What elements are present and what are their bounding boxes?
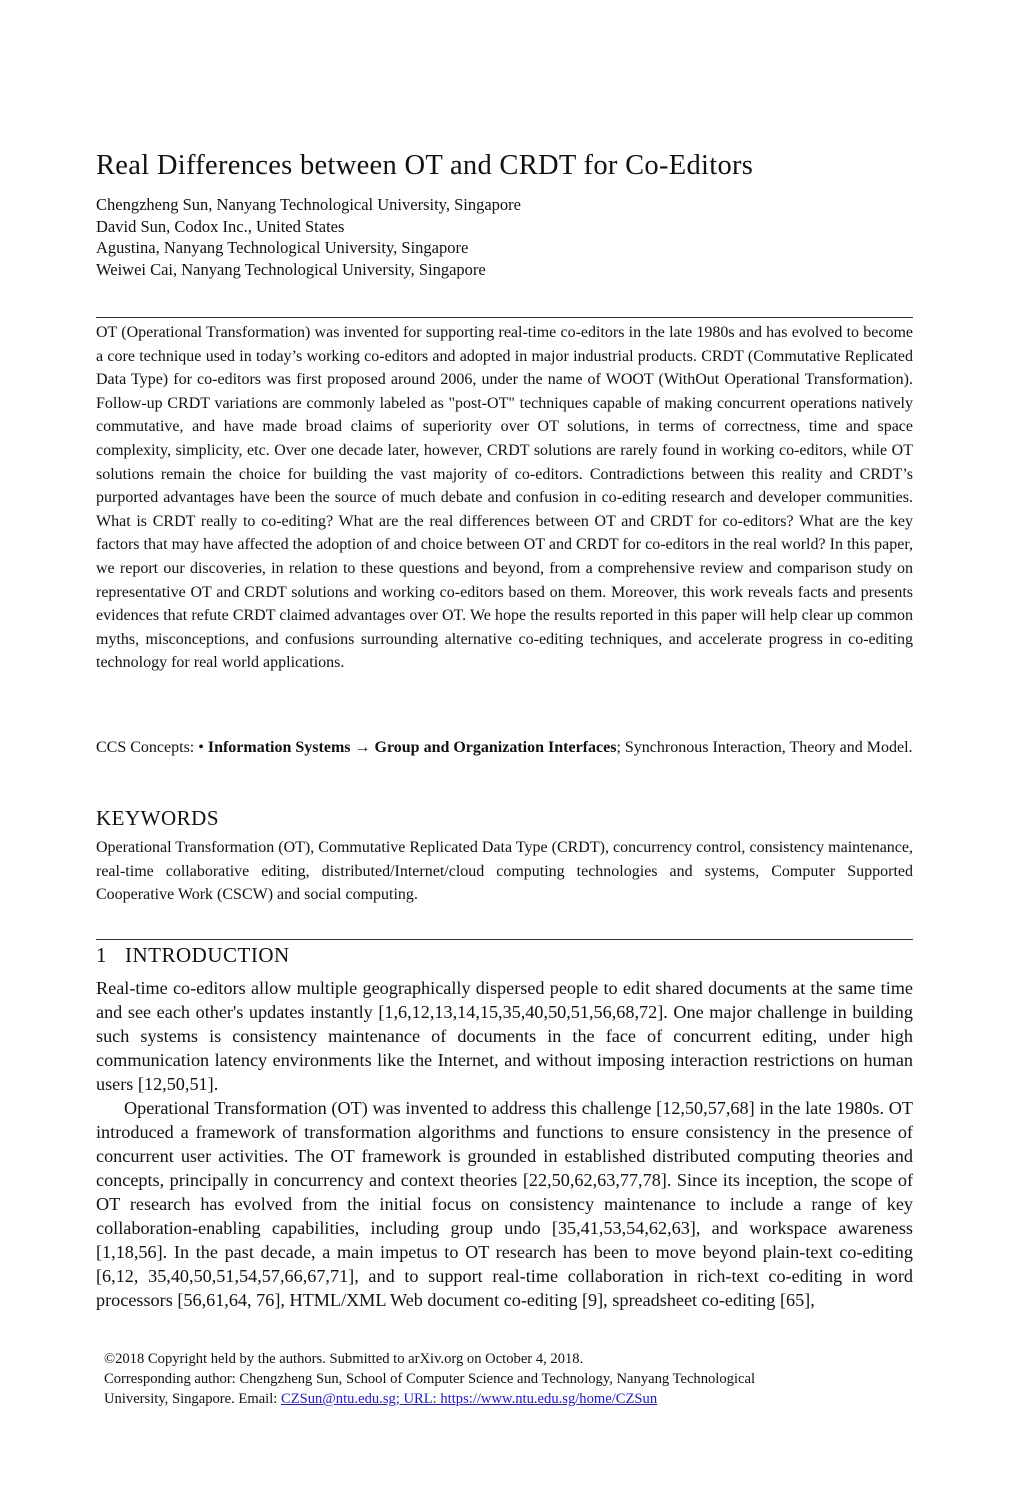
- author-line: Weiwei Cai, Nanyang Technological University, Singapore: [96, 259, 486, 279]
- keywords-heading: KEYWORDS: [96, 806, 219, 830]
- section-heading-introduction: [96, 943, 290, 968]
- author-line: Chengzheng Sun, Nanyang Technological University, Singapore: [96, 195, 522, 214]
- ccs-primary-concept: Information Systems → Group and Organization Interfaces: [207, 739, 617, 756]
- intro-paragraph: Operational Transformation (OT) was invented to address this challenge [12,50,57,68] in the late 1980s. OT introduced a framework of transformation algorithms and functions to ensure consistency in the presence of concurrent user activities. The OT framework is grounded in established distributed computing theories and concepts, principally in concurrency and context theories [22,50,62,63,77,78]. Since its inception, the scope of OT research has evolved from the initial focus on consistency maintenance to include a range of key collaboration-enabling capabilities, including group undo [35,41,53,54,62,63], and workspace awareness [1,18,56]. In the past decade, a main impetus to OT research has been to move beyond plain-text co-editing [6,12, 35,40,50,51,54,57,66,67,71], and to support real-time collaboration in rich-text co-editing in word processors [56,61,64, 76], HTML/XML Web document co-editing [9], spreadsheet co-editing [65],: [96, 1098, 913, 1310]
- ccs-secondary-concepts: ; Synchronous Interaction, Theory and Model.: [616, 739, 913, 756]
- author-line: Agustina, Nanyang Technological University, Singapore: [96, 238, 469, 257]
- abstract-top-rule: [96, 317, 913, 318]
- contact-line: [104, 1389, 913, 1409]
- contact-prefix: University, Singapore. Email:: [104, 1391, 281, 1407]
- introduction-body: [96, 976, 913, 1312]
- copyright-note: ©2018 Copyright held by the authors. Submitted to arXiv.org on October 4, 2018.: [104, 1351, 584, 1367]
- abstract-text: OT (Operational Transformation) was invented for supporting real-time co-editors in the late 1980s and has evolved to become a core technique used in today’s working co-editors and adopted in major industrial products. CRDT (Commutative Replicated Data Type) for co-editors was first proposed around 2006, under the name of WOOT (WithOut Operational Transformation). Follow-up CRDT variations are commonly labeled as "post-OT" techniques capable of making concurrent operations natively commutative, and have made broad claims of superiority over OT solutions, in terms of correctness, time and space complexity, simplicity, etc. Over one decade later, however, CRDT solutions are rarely found in working co-editors, while OT solutions remain the choice for building the vast majority of co-editors. Contradictions between this reality and CRDT’s purported advantages have been the source of much debate and confusion in co-editing research and developer communities. What is CRDT really to co-editing? What are the real differences between OT and CRDT for co-editors? What are the key factors that may have affected the adoption of and choice between OT and CRDT for co-editors in the real world? In this paper, we report our discoveries, in relation to these questions and beyond, from a comprehensive review and comparison study on representative OT and CRDT solutions and working co-editors based on them. Moreover, this work reveals facts and presents evidences that refute CRDT claimed advantages over OT. We hope the results reported in this paper will help clear up common myths, misconceptions, and confusions surrounding alternative co-editing techniques, and accelerate progress in co-editing technology for real world applications.: [96, 324, 913, 672]
- ccs-concepts: [96, 736, 913, 760]
- footnote-block: [104, 1349, 913, 1409]
- author-list: [96, 194, 521, 280]
- email-url-link[interactable]: CZSun@ntu.edu.sg; URL: https://www.ntu.edu.sg/home/CZSun: [281, 1391, 658, 1407]
- section-rule: [96, 939, 913, 940]
- corresponding-author-note: Corresponding author: Chengzheng Sun, School of Computer Science and Technology, Nanyang Technological: [104, 1371, 756, 1387]
- section-number: 1: [96, 943, 107, 967]
- keywords-text: Operational Transformation (OT), Commutative Replicated Data Type (CRDT), concurrency control, consistency maintenance, real-time collaborative editing, distributed/Internet/cloud computing technologies and systems, Computer Supported Cooperative Work (CSCW) and social computing.: [96, 839, 913, 904]
- ccs-prefix: CCS Concepts: •: [96, 739, 208, 756]
- paper-title: Real Differences between OT and CRDT for Co-Editors: [96, 150, 754, 181]
- section-title: INTRODUCTION: [125, 943, 290, 967]
- intro-paragraph: Real-time co-editors allow multiple geographically dispersed people to edit shared documents at the same time and see each other's updates instantly [1,6,12,13,14,15,35,40,50,51,56,68,72]. One major challenge in building such systems is consistency maintenance of documents in the face of concurrent editing, under high communication latency environments like the Internet, and without imposing interaction restrictions on human users [12,50,51].: [96, 978, 913, 1094]
- author-line: David Sun, Codox Inc., United States: [96, 216, 345, 236]
